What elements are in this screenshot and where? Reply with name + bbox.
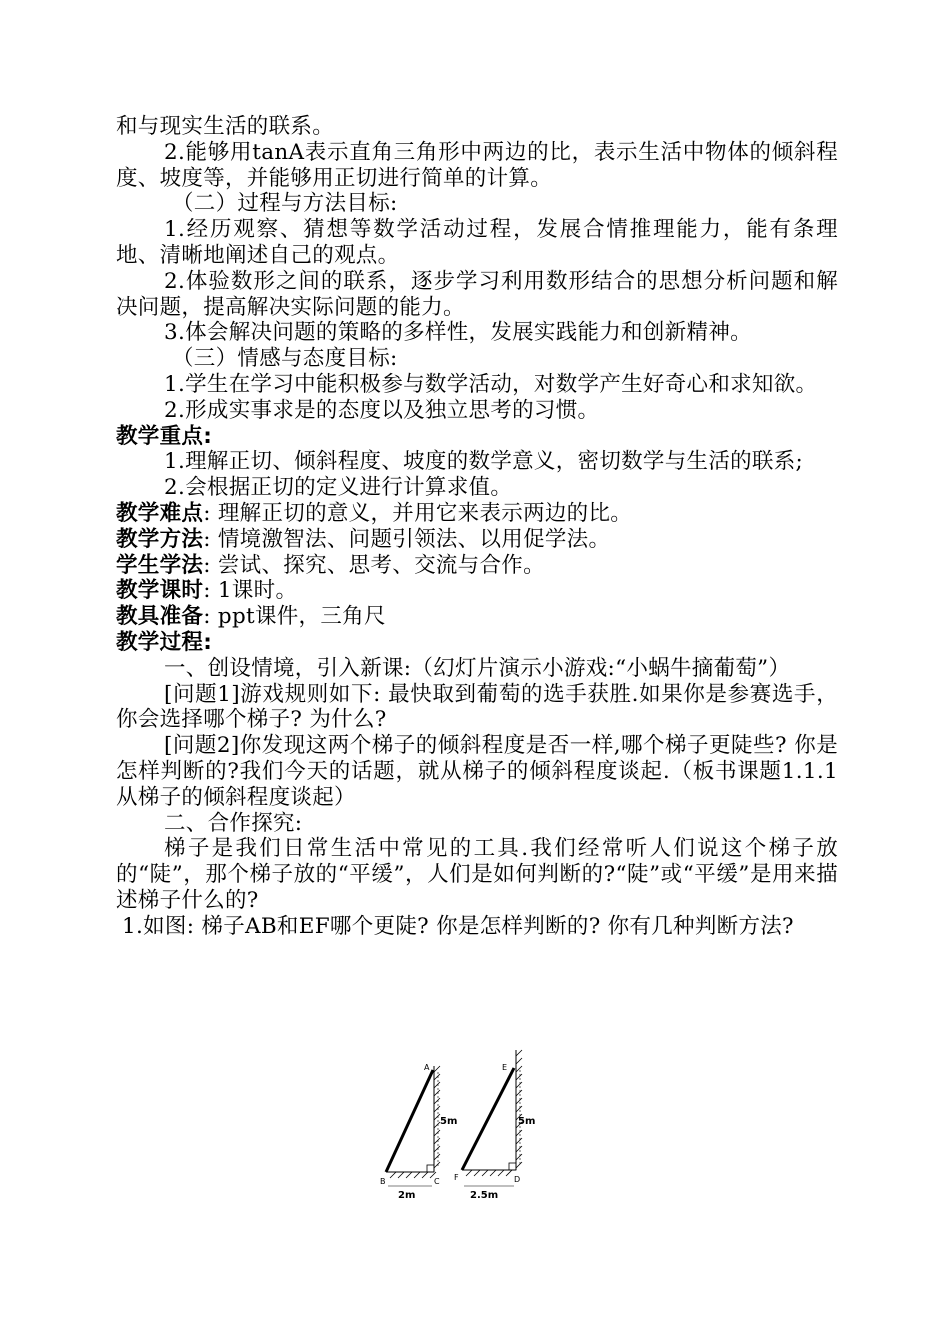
paragraph xyxy=(116,811,838,837)
section-heading: 学生学法 xyxy=(116,552,204,578)
label-b: B xyxy=(380,1177,386,1186)
paragraph xyxy=(116,372,838,398)
paragraph xyxy=(116,656,838,682)
paragraph-text: : 理解正切的意义，并用它来表示两边的比。 xyxy=(203,500,633,526)
section-heading: 教学难点 xyxy=(116,500,204,526)
paragraph xyxy=(116,501,838,527)
section-heading: 教学课时 xyxy=(116,578,204,604)
paragraph xyxy=(116,836,838,913)
ladder-ef-diagram xyxy=(454,1050,535,1201)
paragraph xyxy=(116,217,838,269)
base-label-right: 2.5m xyxy=(470,1190,499,1201)
ladder-figure xyxy=(378,1048,536,1201)
document-body xyxy=(116,114,838,940)
paragraph-text: 2.能够用tanA表示直角三角形中两边的比，表示生活中物体的倾斜程度、坡度等，并能够用正切进行简单的计算。 xyxy=(116,139,838,191)
paragraph xyxy=(116,733,838,810)
paragraph xyxy=(116,114,838,140)
label-f: F xyxy=(454,1173,459,1182)
paragraph-text: 2.会根据正切的定义进行计算求值。 xyxy=(164,475,513,501)
paragraph-text: 二、合作探究: xyxy=(164,810,303,836)
paragraph-text: （三）情感与态度目标: xyxy=(172,346,398,372)
base-label-left: 2m xyxy=(398,1190,416,1201)
paragraph xyxy=(116,475,838,501)
paragraph-text: [问题1]游戏规则如下: 最快取到葡萄的选手获胜.如果你是参赛选手，你会选择哪个梯子? 为什么? xyxy=(116,681,838,733)
section-heading: 教学过程: xyxy=(116,629,213,655)
paragraph xyxy=(116,914,838,940)
label-d: D xyxy=(514,1175,521,1184)
section-heading: 教学方法 xyxy=(116,526,204,552)
paragraph-text: 2.体验数形之间的联系，逐步学习利用数形结合的思想分析问题和解决问题，提高解决实际问题的能力。 xyxy=(116,268,838,320)
paragraph-text: [问题2]你发现这两个梯子的倾斜程度是否一样,哪个梯子更陡些? 你是怎样判断的?我们今天的话题，就从梯子的倾斜程度谈起.（板书课题1.1.1 从梯子的倾斜程度谈起） xyxy=(116,733,838,810)
height-label-left: 5m xyxy=(440,1116,458,1127)
paragraph-text: 1.如图: 梯子AB和EF哪个更陡? 你是怎样判断的? 你有几种判断方法? xyxy=(122,913,794,939)
paragraph xyxy=(116,320,838,346)
paragraph xyxy=(116,424,838,450)
paragraph xyxy=(116,140,838,192)
label-e: E xyxy=(502,1063,508,1072)
paragraph xyxy=(116,449,838,475)
paragraph xyxy=(116,191,838,217)
paragraph xyxy=(116,578,838,604)
label-a: A xyxy=(424,1063,430,1072)
paragraph-text: : 情境激智法、问题引领法、以用促学法。 xyxy=(203,526,611,552)
ladder-ab-diagram xyxy=(380,1063,457,1201)
label-c: C xyxy=(434,1177,440,1186)
paragraph xyxy=(116,527,838,553)
section-heading: 教学重点: xyxy=(116,423,213,449)
section-heading: 教具准备 xyxy=(116,604,204,630)
paragraph-text: : ppt课件，三角尺 xyxy=(203,604,386,630)
paragraph xyxy=(116,604,838,630)
paragraph-text: : 尝试、探究、思考、交流与合作。 xyxy=(203,552,545,578)
paragraph xyxy=(116,553,838,579)
paragraph-text: 1.经历观察、猜想等数学活动过程，发展合情推理能力，能有条理地、清晰地阐述自己的观点。 xyxy=(116,217,838,268)
paragraph-text: 一、创设情境，引入新课:（幻灯片演示小游戏:“小蜗牛摘葡萄”） xyxy=(164,655,791,681)
paragraph-text: （二）过程与方法目标: xyxy=(172,191,398,217)
paragraph-text: 1.理解正切、倾斜程度、坡度的数学意义，密切数学与生活的联系; xyxy=(164,449,804,475)
height-label-right: 5m xyxy=(518,1116,536,1127)
paragraph-text: 3.体会解决问题的策略的多样性，发展实践能力和创新精神。 xyxy=(164,320,752,346)
paragraph xyxy=(116,682,838,734)
paragraph-text: 1.学生在学习中能积极参与数学活动，对数学产生好奇心和求知欲。 xyxy=(164,371,818,397)
paragraph xyxy=(116,346,838,372)
paragraph-text: : 1课时。 xyxy=(203,578,298,604)
paragraph-text: 2.形成实事求是的态度以及独立思考的习惯。 xyxy=(164,397,600,423)
paragraph xyxy=(116,269,838,321)
paragraph-text: 和与现实生活的联系。 xyxy=(116,114,335,139)
paragraph xyxy=(116,398,838,424)
paragraph-text: 梯子是我们日常生活中常见的工具.我们经常听人们说这个梯子放的“陡”，那个梯子放的“平缓”，人们是如何判断的?“陡”或“平缓”是用来描述梯子什么的? xyxy=(116,836,838,913)
paragraph xyxy=(116,630,838,656)
